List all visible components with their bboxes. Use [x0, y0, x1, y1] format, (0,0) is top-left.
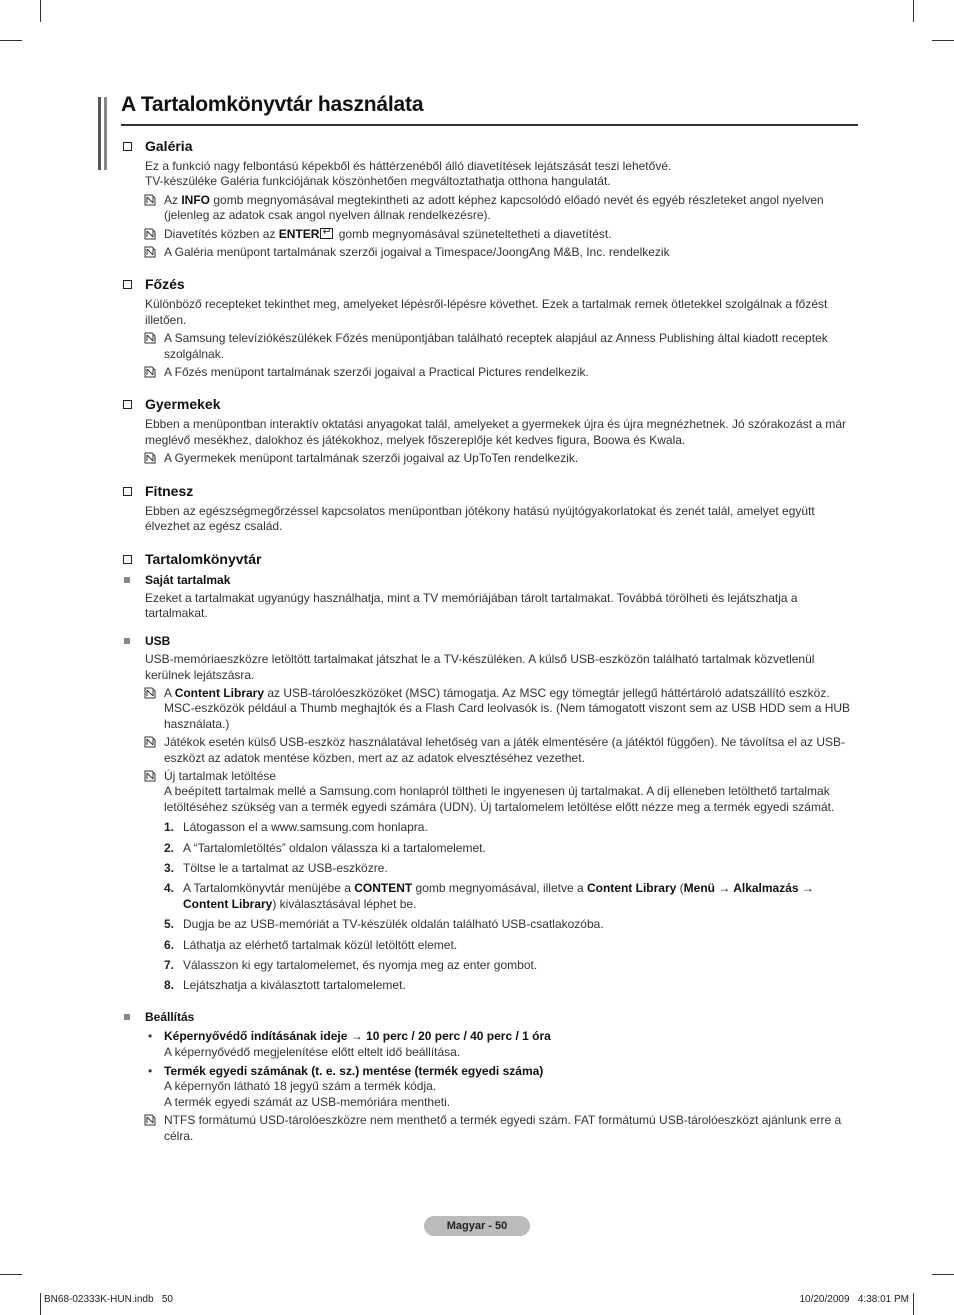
crop-mark: [40, 1293, 41, 1315]
square-bullet-icon: [124, 577, 130, 583]
paragraph: USB-memóriaeszközre letöltött tartalmakat játszhat le a TV-készüléken. A külső USB-eszközön található tartalmak közvetlenül kerülnek lejátszásra.: [145, 652, 815, 682]
section-heading: [121, 549, 856, 569]
section-title: Fitnesz: [145, 482, 194, 499]
note: [121, 245, 856, 260]
list-item: [121, 820, 856, 835]
list-item: [121, 1029, 856, 1060]
text: gomb megnyomásával, illetve a: [412, 881, 587, 896]
crop-mark: [0, 40, 22, 41]
list-item: [121, 938, 856, 953]
note-icon: [144, 366, 156, 378]
crop-mark: [932, 40, 954, 41]
note-icon: [144, 194, 156, 206]
text: Diavetítés közben az: [164, 226, 279, 241]
text: Termék egyedi számának (t. e. sz.) mentése (termék egyedi száma): [164, 1064, 544, 1079]
note: [121, 193, 856, 224]
text: Menü → Alkalmazás → Content Library: [183, 881, 814, 911]
note-icon: [144, 687, 156, 699]
section-title: Tartalomkönyvtár: [145, 550, 262, 567]
list-item: [121, 958, 856, 973]
crop-mark: [913, 0, 914, 22]
crop-mark: [932, 1274, 954, 1275]
paragraph: [121, 159, 856, 190]
section-title: Főzés: [145, 276, 185, 293]
title-rule: [121, 124, 858, 126]
step-number: 2.: [164, 840, 175, 855]
subsection-heading: [121, 573, 856, 588]
section-heading: [121, 394, 856, 414]
text: Képernyővédő indításának ideje → 10 perc / 20 perc / 40 perc / 1 óra: [164, 1029, 551, 1044]
text: Lejátszhatja a kiválasztott tartalomelemet.: [183, 978, 406, 993]
text: CONTENT: [354, 881, 413, 896]
note-icon: [144, 770, 156, 782]
list-item: [121, 881, 856, 912]
crop-mark: [913, 1293, 914, 1315]
list-item: [121, 917, 856, 932]
subsection-title: Saját tartalmak: [145, 572, 231, 587]
text: Content Library: [586, 881, 677, 896]
step-number: 7.: [164, 958, 175, 973]
section-title: Galéria: [145, 138, 193, 154]
checkbox-bullet-icon: [123, 487, 132, 496]
text: NTFS formátumú USD-tárolóeszközre nem menthető a termék egyedi szám. FAT formátumú USB-tárolóeszközt ajánlunk erre a célra.: [164, 1113, 842, 1143]
text: Ez a funkció nagy felbontású képekből és háttérzenéből álló diavetítések lejátszását teszi lehetővé.: [145, 159, 672, 173]
text: Új tartalmak letöltése: [164, 768, 277, 783]
text: Dugja be az USB-memóriát a TV-készülék oldalán található USB-csatlakozóba.: [183, 917, 604, 932]
note-icon: [144, 452, 156, 464]
heading-bar: [98, 97, 101, 170]
text: A: [164, 685, 175, 700]
text: TV-készüléke Galéria funkciójának köszönhetően megváltoztathatja otthona hangulatát.: [145, 174, 611, 189]
page-title: A Tartalomkönyvtár használata: [121, 93, 424, 116]
section-heading: [121, 274, 856, 294]
note-icon: [144, 332, 156, 344]
subsection-title: Beállítás: [145, 1009, 195, 1024]
text: gomb megnyomásával szüneteltetheti a diavetítést.: [335, 226, 612, 241]
step-number: 5.: [164, 917, 175, 932]
text: Látogasson el a www.samsung.com honlapra.: [183, 820, 428, 835]
step-number: 3.: [164, 861, 175, 875]
crop-mark: [0, 1274, 22, 1275]
text: A képernyővédő megjelenítése előtt eltelt idő beállítása.: [164, 1044, 461, 1059]
text: Válasszon ki egy tartalomelemet, és nyomja meg az enter gombot.: [183, 958, 538, 973]
note-icon: [144, 228, 156, 240]
step-number: 4.: [164, 881, 175, 896]
text: Láthatja az elérhető tartalmak közül letöltött elemet.: [183, 937, 458, 952]
square-bullet-icon: [124, 1014, 130, 1020]
text: Töltse le a tartalmat az USB-eszközre.: [183, 861, 388, 875]
text: ) kiválasztásával léphet be.: [272, 896, 417, 911]
note: [121, 365, 856, 380]
list-item: [121, 841, 856, 856]
text: gomb megnyomásával megtekintheti az adott képhez kapcsolódó előadó nevét és egyéb részleteket angol nyelven (jelenleg az adatok csak angol nyelven állnak rendelkezésre).: [164, 192, 824, 223]
text: (: [676, 881, 684, 896]
section-title: Gyermekek: [145, 396, 221, 413]
text: A beépített tartalmak mellé a Samsung.com honlapról töltheti le ingyenesen új tartalmakat. A díj elleneben letölthető tartalmak letöltéséhez szükség van a termék egyedi számára (UDN). Új tartalomelem letöltése előtt nézze meg a termék egyedi számát.: [164, 784, 835, 814]
bullet-icon: •: [148, 1064, 153, 1079]
checkbox-bullet-icon: [123, 280, 132, 289]
bullet-icon: •: [148, 1029, 153, 1044]
paragraph: Különböző recepteket tekinthet meg, amelyeket lépésről-lépésre követhet. Ezek a tartalmak remek ötletekkel szolgálnak a főzést illetően.: [145, 297, 828, 327]
paragraph: Ezeket a tartalmakat ugyanúgy használhatja, mint a TV memóriájában tárolt tartalmakat. Továbbá törölheti és lejátszhatja a tartalmakat.: [145, 590, 798, 621]
note-icon: [144, 1114, 156, 1126]
text: A Tartalomkönyvtár menüjébe a: [183, 881, 355, 896]
checkbox-bullet-icon: [123, 400, 132, 409]
step-number: 6.: [164, 937, 175, 952]
step-number: 1.: [164, 820, 175, 835]
paragraph: Ebben a menüpontban interaktív oktatási anyagokat talál, amelyeket a gyermekek újra és újra megnézhetnek. Jó szórakozást a már meglévő mesékhez, dalokhoz és játékokhoz, melyek főszereplője két kedves figura, Boowa és Kwala.: [145, 417, 847, 447]
note: [121, 769, 856, 815]
note: [121, 331, 856, 362]
text: A Samsung televíziókészülékek Főzés menüpontjában található receptek alapjául az Anness Publishing által kiadott receptek szolgálnak.: [164, 331, 828, 361]
note-icon: [144, 736, 156, 748]
note-icon: [144, 246, 156, 258]
heading-bar: [104, 97, 107, 170]
text: az USB-tárolóeszközöket (MSC) támogatja. Az MSC egy tömegtár jellegű háttértároló adatszállító eszköz. MSC-eszközök például a Thumb meghajtók és a Flash Card leolvasók is. (Nem támogatott viszont sem az USB HDD sem a HUB használata.): [164, 685, 851, 731]
text: Content Library: [174, 685, 265, 700]
text: A “Tartalomletöltés” oldalon válassza ki a tartalomelemet.: [183, 840, 486, 855]
note: [121, 735, 856, 766]
text: A képernyőn látható 18 jegyű szám a termék kódja.: [164, 1079, 437, 1094]
list-item: [121, 1064, 856, 1110]
text: A Főzés menüpont tartalmának szerzői jogaival a Practical Pictures rendelkezik.: [164, 365, 589, 380]
steps-list: [121, 820, 856, 994]
subsection-heading: [121, 634, 856, 649]
text: Játékok esetén külső USB-eszköz használatával lehetőség van a játék elmentésére (a játéktól függően). Ne távolítsa el az USB-eszközt az adatok mentése közben, mert az az adatok elvesztéséhez vezethet.: [164, 735, 846, 765]
text: INFO: [181, 192, 211, 207]
list-item: [121, 978, 856, 993]
checkbox-bullet-icon: [123, 142, 132, 151]
footer-file: BN68-02333K-HUN.indb 50: [44, 1294, 173, 1305]
section-heading: [121, 136, 856, 156]
subsection-heading: [121, 1010, 856, 1025]
page-number-badge: Magyar - 50: [424, 1216, 530, 1236]
text: ENTER: [278, 226, 320, 241]
text: A Galéria menüpont tartalmának szerzői jogaival a Timespace/JoongAng M&B, Inc. rendelkezik: [164, 245, 670, 260]
footer-date: 10/20/2009 4:38:01 PM: [799, 1294, 909, 1305]
crop-mark: [40, 0, 41, 22]
note: [121, 686, 856, 732]
step-number: 8.: [164, 978, 175, 993]
note: [121, 451, 856, 466]
text: A Gyermekek menüpont tartalmának szerzői jogaival az UpToTen rendelkezik.: [164, 451, 579, 466]
text: A termék egyedi számát az USB-memóriára mentheti.: [164, 1094, 451, 1109]
subsection-title: USB: [145, 633, 171, 648]
note: [121, 1113, 856, 1144]
note: [121, 227, 856, 242]
page-content: [121, 136, 856, 1144]
checkbox-bullet-icon: [123, 555, 132, 564]
enter-icon: [320, 228, 333, 239]
paragraph: Ebben az egészségmegőrzéssel kapcsolatos menüpontban jótékony hatású nyújtógyakorlatokat és zenét talál, amelyet együtt élvezhet az egész család.: [145, 503, 815, 534]
list-item: [121, 861, 856, 876]
square-bullet-icon: [124, 638, 130, 644]
text: Az: [164, 192, 182, 207]
section-heading: [121, 481, 856, 501]
